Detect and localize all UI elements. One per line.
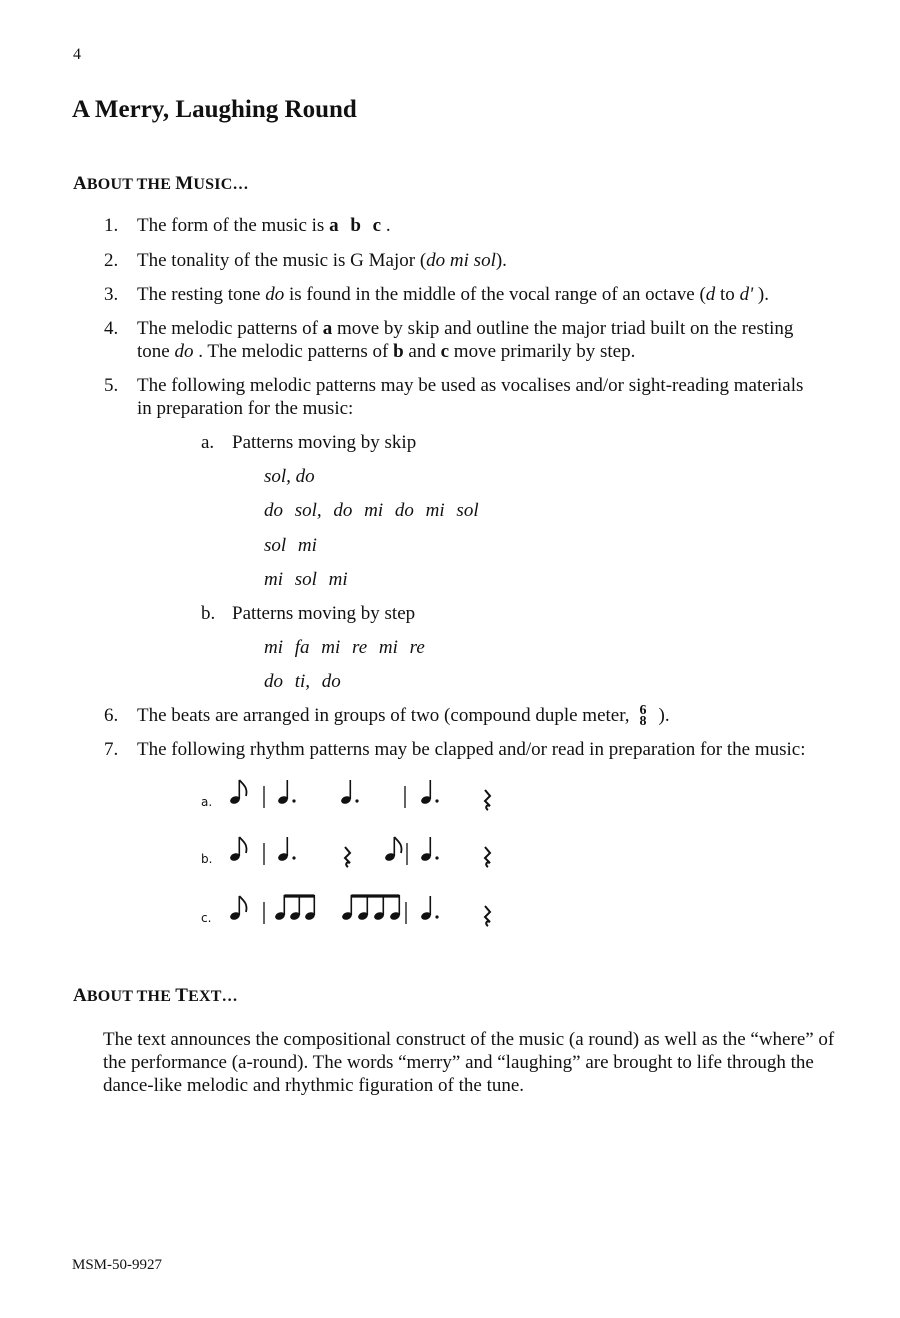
list-item-continuation: tone do . The melodic patterns of b and c move primarily by step. xyxy=(137,341,636,362)
quarter-rest xyxy=(345,847,350,867)
beamed-eighth-group xyxy=(341,895,401,921)
dotted-quarter-note xyxy=(277,837,296,862)
eighth-note xyxy=(229,837,246,862)
quarter-rest xyxy=(485,790,490,810)
rhythm-label: a. xyxy=(201,795,213,809)
list-item: The resting tone do is found in the middle of the vocal range of an octave (d to d' ). xyxy=(137,284,769,305)
footer-catalog-number: MSM-50-9927 xyxy=(72,1257,163,1273)
rhythm-label: c. xyxy=(201,911,212,925)
sublist-label: a. xyxy=(201,432,215,453)
dotted-quarter-note xyxy=(420,837,439,862)
list-item-continuation: in preparation for the music: xyxy=(137,398,354,419)
list-item: The melodic patterns of a move by skip and outline the major triad built on the resting xyxy=(137,318,794,339)
quarter-rest xyxy=(485,847,490,867)
sublist-item: Patterns moving by step xyxy=(232,603,416,624)
eighth-note xyxy=(384,837,401,862)
page-number: 4 xyxy=(73,46,81,63)
list-item: The tonality of the music is G Major (do mi sol). xyxy=(137,250,507,271)
list-number: 3. xyxy=(104,284,119,305)
solfege-pattern: sol mi xyxy=(264,535,317,556)
quarter-rest xyxy=(485,906,490,926)
list-number: 4. xyxy=(104,318,119,339)
dotted-quarter-note xyxy=(277,780,296,805)
list-number: 7. xyxy=(104,739,119,760)
list-item: The following melodic patterns may be used as vocalises and/or sight-reading materials xyxy=(137,375,804,396)
page-title: A Merry, Laughing Round xyxy=(72,96,357,123)
sublist-label: b. xyxy=(201,603,216,624)
solfege-pattern: mi fa mi re mi re xyxy=(264,637,425,658)
rhythm-patterns xyxy=(0,770,900,940)
eighth-note xyxy=(229,896,246,921)
about-text-paragraph: The text announces the compositional construct of the music (a round) as well as the “where” of the performance (a-round). The words “merry” and “laughing” are brought to life through the dance-like melodic and rhythmic figuration of the tune. xyxy=(103,1029,835,1096)
list-item: The form of the music is a b c . xyxy=(137,215,391,236)
solfege-pattern: do sol, do mi do mi sol xyxy=(264,500,479,521)
rhythm-label: b. xyxy=(201,852,213,866)
list-item: The following rhythm patterns may be clapped and/or read in preparation for the music: xyxy=(137,739,806,760)
dotted-quarter-note xyxy=(420,780,439,805)
solfege-pattern: do ti, do xyxy=(264,671,341,692)
eighth-note xyxy=(229,780,246,805)
solfege-pattern: mi sol mi xyxy=(264,569,348,590)
solfege-pattern: sol, do xyxy=(264,466,315,487)
section-heading-about-text: ABOUT THE TEXT… xyxy=(73,985,238,1006)
list-number: 2. xyxy=(104,250,119,271)
dotted-quarter-note xyxy=(420,896,439,921)
time-signature: 6 8 xyxy=(639,703,647,729)
dotted-quarter-note xyxy=(340,780,359,805)
beamed-eighth-group xyxy=(274,895,316,921)
sublist-item: Patterns moving by skip xyxy=(232,432,417,453)
list-number: 6. xyxy=(104,705,119,726)
list-item: The beats are arranged in groups of two (compound duple meter, 6 8 ). xyxy=(137,703,670,729)
section-heading-about-music: ABOUT THE MUSIC… xyxy=(73,173,249,194)
list-number: 1. xyxy=(104,215,119,236)
list-number: 5. xyxy=(104,375,119,396)
